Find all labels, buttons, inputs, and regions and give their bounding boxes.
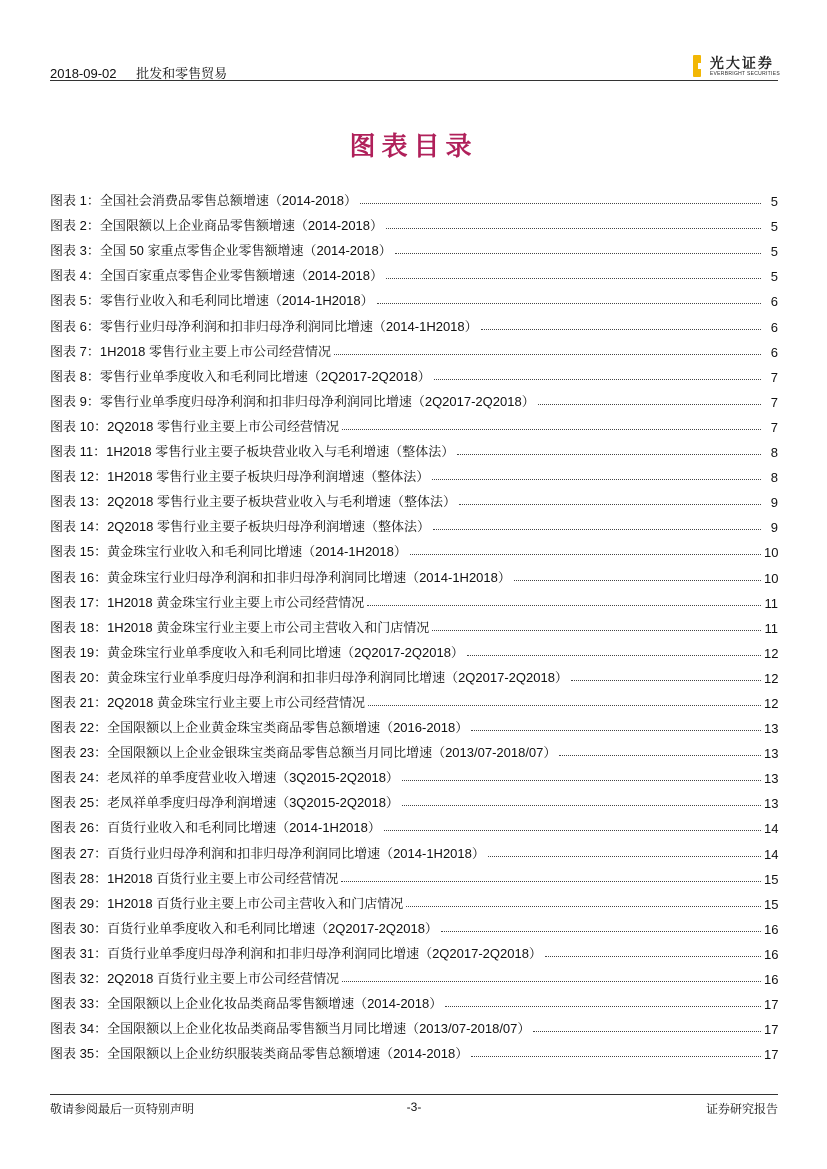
toc-entry-label: 图表 4：全国百家重点零售企业零售额增速（2014-2018） (50, 268, 384, 284)
toc-entry-page: 10 (764, 570, 779, 586)
toc-entry-page: 5 (770, 244, 778, 260)
toc-entry-label: 图表 22：全国限额以上企业黄金珠宝类商品零售总额增速（2016-2018） (50, 720, 469, 736)
toc-leader-dots (445, 1006, 761, 1007)
toc-entry-label: 图表 28：1H2018 百货行业主要上市公司经营情况 (50, 870, 339, 886)
toc-entry-page: 16 (764, 946, 779, 962)
toc-entry-label: 图表 10：2Q2018 零售行业主要上市公司经营情况 (50, 418, 339, 434)
toc-entry-page: 6 (770, 344, 778, 360)
toc-leader-dots (406, 906, 761, 907)
toc-entry-label: 图表 24：老凤祥的单季度营业收入增速（3Q2015-2Q2018） (50, 770, 399, 786)
toc-leader-dots (457, 454, 761, 455)
company-logo (693, 55, 780, 77)
table-of-figures (50, 184, 778, 1062)
toc-leader-dots (410, 554, 761, 555)
toc-entry[interactable] (50, 1037, 778, 1062)
toc-leader-dots (471, 1056, 761, 1057)
toc-entry-label: 图表 33：全国限额以上企业化妆品类商品零售额增速（2014-2018） (50, 996, 443, 1012)
toc-leader-dots (559, 755, 761, 756)
toc-entry-page: 13 (764, 771, 779, 787)
toc-leader-dots (342, 981, 761, 982)
toc-entry-page: 17 (764, 997, 779, 1013)
toc-leader-dots (514, 580, 761, 581)
toc-entry-label: 图表 32：2Q2018 百货行业主要上市公司经营情况 (50, 971, 339, 986)
toc-entry-page: 17 (764, 1047, 779, 1063)
toc-entry-page: 8 (770, 445, 778, 461)
toc-entry-page: 12 (764, 670, 779, 686)
toc-leader-dots (545, 956, 761, 957)
toc-entry-label: 图表 3：全国 50 家重点零售企业零售额增速（2014-2018） (50, 243, 392, 259)
page-title: 图表目录 (349, 132, 478, 162)
toc-leader-dots (488, 856, 761, 857)
toc-entry-label: 图表 17：1H2018 黄金珠宝行业主要上市公司经营情况 (50, 594, 365, 610)
toc-entry-page: 16 (764, 972, 779, 987)
toc-entry-label: 图表 34：全国限额以上企业化妆品类商品零售额当月同比增速（2013/07-2018/07） (50, 1021, 531, 1037)
toc-entry-label: 图表 12：1H2018 零售行业主要子板块归母净利润增速（整体法） (50, 469, 430, 485)
toc-leader-dots (432, 630, 761, 631)
toc-entry[interactable] (50, 360, 778, 385)
toc-entry-label: 图表 23：全国限额以上企业金银珠宝类商品零售总额当月同比增速（2013/07-2018/07） (50, 745, 557, 761)
toc-entry-page: 13 (764, 746, 779, 762)
toc-entry-label: 图表 1：全国社会消费品零售总额增速（2014-2018） (50, 193, 358, 209)
toc-entry-label: 图表 29：1H2018 百货行业主要上市公司主营收入和门店情况 (50, 895, 404, 911)
toc-leader-dots (341, 881, 761, 882)
toc-entry-page: 13 (764, 721, 779, 737)
toc-entry-page: 7 (770, 394, 778, 410)
toc-entry-page: 12 (764, 645, 779, 661)
toc-entry-label: 图表 27：百货行业归母净利润和扣非归母净利润同比增速（2014-1H2018） (50, 845, 485, 861)
page-number: -3- (406, 1100, 422, 1114)
toc-entry[interactable] (50, 335, 778, 360)
toc-entry[interactable] (50, 711, 778, 736)
toc-entry[interactable] (50, 460, 778, 485)
toc-entry[interactable] (50, 686, 778, 711)
toc-entry[interactable] (50, 410, 778, 435)
toc-entry-page: 14 (764, 846, 779, 862)
toc-entry-label: 图表 26：百货行业收入和毛利同比增速（2014-1H2018） (50, 820, 381, 836)
toc-leader-dots (459, 504, 761, 505)
toc-leader-dots (467, 655, 761, 656)
toc-entry-label: 图表 13：2Q2018 零售行业主要子板块营业收入与毛利增速（整体法） (50, 494, 456, 510)
toc-entry-label: 图表 20：黄金珠宝行业单季度归母净利润和扣非归母净利润同比增速（2Q2017-2Q2018） (50, 669, 568, 685)
toc-leader-dots (471, 730, 761, 731)
toc-entry-label: 图表 21：2Q2018 黄金珠宝行业主要上市公司经营情况 (50, 694, 365, 710)
toc-entry-page: 13 (764, 796, 779, 812)
toc-leader-dots (432, 479, 761, 480)
toc-entry[interactable] (50, 209, 778, 234)
toc-entry-page: 5 (770, 219, 778, 235)
toc-leader-dots (402, 805, 761, 806)
toc-entry-page: 6 (770, 294, 778, 310)
toc-entry[interactable] (50, 937, 778, 962)
toc-entry[interactable] (50, 811, 778, 836)
toc-entry-page: 11 (764, 595, 778, 611)
page-footer (50, 1100, 778, 1116)
toc-entry-page: 8 (770, 470, 778, 486)
toc-entry[interactable] (50, 836, 778, 861)
toc-entry[interactable] (50, 761, 778, 786)
toc-entry-page: 7 (770, 369, 778, 385)
toc-entry-label: 图表 18：1H2018 黄金珠宝行业主要上市公司主营收入和门店情况 (50, 619, 430, 635)
toc-leader-dots (360, 203, 761, 204)
toc-entry-page: 5 (770, 194, 778, 210)
toc-entry-label: 图表 9：零售行业单季度归母净利润和扣非归母净利润同比增速（2Q2017-2Q2018） (50, 393, 535, 409)
logo-mark-icon (693, 55, 706, 77)
toc-entry-page: 11 (764, 620, 778, 636)
toc-leader-dots (538, 404, 761, 405)
toc-entry[interactable] (50, 661, 778, 686)
header-date: 2018-09-02 (50, 66, 117, 81)
toc-entry-page: 15 (764, 871, 779, 887)
toc-entry[interactable] (50, 586, 778, 611)
toc-leader-dots (342, 429, 761, 430)
footer-report-type: 证券研究报告 (705, 1102, 778, 1116)
toc-leader-dots (533, 1031, 761, 1032)
toc-leader-dots (367, 605, 761, 606)
toc-leader-dots (395, 253, 761, 254)
toc-entry-label: 图表 5：零售行业收入和毛利同比增速（2014-1H2018） (50, 293, 374, 309)
logo-name-en: EVERBRIGHT SECURITIES (709, 70, 780, 77)
toc-entry-label: 图表 19：黄金珠宝行业单季度收入和毛利同比增速（2Q2017-2Q2018） (50, 644, 464, 660)
toc-entry-page: 12 (764, 695, 779, 711)
toc-entry[interactable] (50, 912, 778, 937)
toc-leader-dots (377, 303, 761, 304)
footer-divider (50, 1094, 778, 1095)
footer-disclaimer: 敬请参阅最后一页特别声明 (50, 1102, 195, 1116)
toc-entry[interactable] (50, 485, 778, 510)
toc-entry-label: 图表 6：零售行业归母净利润和扣非归母净利润同比增速（2014-1H2018） (50, 318, 478, 334)
toc-entry[interactable] (50, 560, 778, 585)
toc-entry[interactable] (50, 636, 778, 661)
toc-leader-dots (433, 529, 761, 530)
toc-leader-dots (402, 780, 761, 781)
toc-entry[interactable] (50, 510, 778, 535)
header-industry: 批发和零售贸易 (136, 66, 228, 81)
toc-leader-dots (481, 329, 761, 330)
toc-entry-page: 14 (764, 821, 779, 837)
toc-entry[interactable] (50, 435, 778, 460)
toc-leader-dots (368, 705, 761, 706)
toc-entry-page: 9 (770, 495, 778, 511)
toc-entry[interactable] (50, 385, 778, 410)
toc-entry[interactable] (50, 234, 778, 259)
toc-entry-page: 17 (764, 1022, 779, 1038)
toc-leader-dots (386, 228, 761, 229)
toc-entry-label: 图表 30：百货行业单季度收入和毛利同比增速（2Q2017-2Q2018） (50, 920, 438, 936)
toc-entry[interactable] (50, 862, 778, 887)
toc-entry-label: 图表 11：1H2018 零售行业主要子板块营业收入与毛利增速（整体法） (50, 444, 455, 460)
toc-entry-page: 16 (764, 921, 779, 937)
toc-entry-label: 图表 14：2Q2018 零售行业主要子板块归母净利润增速（整体法） (50, 519, 430, 535)
toc-entry-label: 图表 15：黄金珠宝行业收入和毛利同比增速（2014-1H2018） (50, 544, 407, 560)
toc-entry-page: 7 (770, 419, 778, 435)
toc-entry-page: 5 (770, 269, 778, 285)
toc-entry[interactable] (50, 962, 778, 987)
toc-entry[interactable] (50, 887, 778, 912)
toc-leader-dots (441, 931, 761, 932)
toc-entry-label: 图表 35：全国限额以上企业纺织服装类商品零售总额增速（2014-2018） (50, 1046, 469, 1062)
toc-entry-page: 15 (764, 896, 779, 912)
toc-entry-label: 图表 25：老凤祥单季度归母净利润增速（3Q2015-2Q2018） (50, 795, 399, 811)
toc-entry-label: 图表 2：全国限额以上企业商品零售额增速（2014-2018） (50, 218, 384, 234)
toc-leader-dots (386, 278, 761, 279)
toc-entry-label: 图表 7：1H2018 零售行业主要上市公司经营情况 (50, 343, 331, 359)
toc-entry-label: 图表 31：百货行业单季度归母净利润和扣非归母净利润同比增速（2Q2017-2Q2018） (50, 945, 542, 961)
toc-entry[interactable] (50, 611, 778, 636)
toc-entry[interactable] (50, 259, 778, 284)
logo-name-cn: 光大证券 (709, 54, 774, 71)
toc-entry[interactable] (50, 987, 778, 1012)
header-divider (50, 80, 778, 81)
toc-entry-page: 6 (770, 319, 778, 335)
toc-leader-dots (334, 354, 761, 355)
toc-entry-page: 9 (770, 520, 778, 536)
toc-leader-dots (571, 680, 761, 681)
toc-entry[interactable] (50, 736, 778, 761)
toc-entry-label: 图表 8：零售行业单季度收入和毛利同比增速（2Q2017-2Q2018） (50, 368, 431, 384)
toc-entry[interactable] (50, 1012, 778, 1037)
toc-entry[interactable] (50, 786, 778, 811)
toc-entry[interactable] (50, 184, 778, 209)
toc-leader-dots (434, 379, 761, 380)
toc-entry-page: 10 (764, 545, 779, 561)
toc-entry[interactable] (50, 309, 778, 334)
toc-entry[interactable] (50, 284, 778, 309)
toc-entry-label: 图表 16：黄金珠宝行业归母净利润和扣非归母净利润同比增速（2014-1H2018） (50, 569, 511, 585)
toc-entry[interactable] (50, 535, 778, 560)
toc-leader-dots (384, 830, 761, 831)
